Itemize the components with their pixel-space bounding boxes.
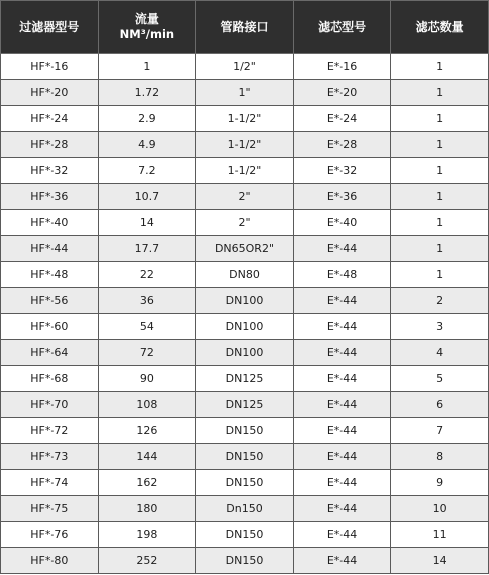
cell-model: HF*-80 xyxy=(1,548,99,574)
cell-flow: 198 xyxy=(98,522,196,548)
cell-connection: DN65OR2" xyxy=(196,236,294,262)
table-row xyxy=(1,366,489,392)
table-row xyxy=(1,288,489,314)
cell-connection: 2" xyxy=(196,210,294,236)
cell-flow: 36 xyxy=(98,288,196,314)
cell-element-count: 1 xyxy=(391,210,489,236)
cell-connection: 1-1/2" xyxy=(196,158,294,184)
table-row xyxy=(1,54,489,80)
cell-element-count: 14 xyxy=(391,548,489,574)
cell-element-model: E*-36 xyxy=(293,184,391,210)
cell-element-count: 6 xyxy=(391,392,489,418)
cell-connection: DN125 xyxy=(196,366,294,392)
cell-model: HF*-20 xyxy=(1,80,99,106)
cell-element-model: E*-16 xyxy=(293,54,391,80)
cell-model: HF*-74 xyxy=(1,470,99,496)
header-flow-unit: NM³/min xyxy=(119,27,175,41)
cell-connection: DN150 xyxy=(196,522,294,548)
table-row xyxy=(1,340,489,366)
cell-flow: 22 xyxy=(98,262,196,288)
cell-flow: 7.2 xyxy=(98,158,196,184)
cell-connection: DN125 xyxy=(196,392,294,418)
table-row xyxy=(1,262,489,288)
table-row xyxy=(1,470,489,496)
cell-flow: 10.7 xyxy=(98,184,196,210)
table-row xyxy=(1,444,489,470)
cell-flow: 14 xyxy=(98,210,196,236)
cell-element-model: E*-44 xyxy=(293,236,391,262)
cell-element-count: 9 xyxy=(391,470,489,496)
cell-model: HF*-36 xyxy=(1,184,99,210)
cell-connection: 1" xyxy=(196,80,294,106)
cell-flow: 108 xyxy=(98,392,196,418)
cell-element-model: E*-44 xyxy=(293,340,391,366)
cell-element-count: 4 xyxy=(391,340,489,366)
table-row xyxy=(1,106,489,132)
cell-element-model: E*-44 xyxy=(293,496,391,522)
cell-element-model: E*-32 xyxy=(293,158,391,184)
header-flow xyxy=(98,1,196,54)
table-row xyxy=(1,392,489,418)
cell-element-count: 1 xyxy=(391,158,489,184)
cell-element-model: E*-28 xyxy=(293,132,391,158)
cell-element-model: E*-44 xyxy=(293,548,391,574)
cell-connection: 1/2" xyxy=(196,54,294,80)
cell-element-count: 1 xyxy=(391,262,489,288)
table-row xyxy=(1,548,489,574)
header-flow-label: 流量 xyxy=(134,12,159,26)
cell-model: HF*-75 xyxy=(1,496,99,522)
table-row xyxy=(1,314,489,340)
table-row xyxy=(1,522,489,548)
header-element-count: 滤芯数量 xyxy=(391,1,489,54)
cell-element-count: 11 xyxy=(391,522,489,548)
cell-flow: 72 xyxy=(98,340,196,366)
cell-model: HF*-48 xyxy=(1,262,99,288)
cell-flow: 17.7 xyxy=(98,236,196,262)
cell-model: HF*-72 xyxy=(1,418,99,444)
cell-connection: 2" xyxy=(196,184,294,210)
cell-model: HF*-16 xyxy=(1,54,99,80)
header-element-model: 滤芯型号 xyxy=(293,1,391,54)
cell-connection: DN100 xyxy=(196,340,294,366)
cell-element-model: E*-48 xyxy=(293,262,391,288)
cell-element-count: 10 xyxy=(391,496,489,522)
cell-model: HF*-40 xyxy=(1,210,99,236)
cell-element-count: 1 xyxy=(391,132,489,158)
cell-flow: 180 xyxy=(98,496,196,522)
table-body xyxy=(1,54,489,574)
header-connection: 管路接口 xyxy=(196,1,294,54)
cell-model: HF*-56 xyxy=(1,288,99,314)
cell-element-count: 1 xyxy=(391,80,489,106)
table-row xyxy=(1,132,489,158)
cell-element-model: E*-44 xyxy=(293,288,391,314)
cell-element-count: 2 xyxy=(391,288,489,314)
cell-flow: 252 xyxy=(98,548,196,574)
cell-element-count: 8 xyxy=(391,444,489,470)
table-row xyxy=(1,496,489,522)
cell-element-count: 1 xyxy=(391,236,489,262)
cell-element-model: E*-44 xyxy=(293,366,391,392)
table-row xyxy=(1,158,489,184)
cell-element-model: E*-44 xyxy=(293,444,391,470)
cell-model: HF*-76 xyxy=(1,522,99,548)
cell-element-count: 7 xyxy=(391,418,489,444)
cell-flow: 90 xyxy=(98,366,196,392)
table-row xyxy=(1,236,489,262)
cell-element-model: E*-20 xyxy=(293,80,391,106)
cell-element-count: 5 xyxy=(391,366,489,392)
cell-element-model: E*-44 xyxy=(293,392,391,418)
cell-element-count: 1 xyxy=(391,54,489,80)
cell-connection: 1-1/2" xyxy=(196,132,294,158)
cell-model: HF*-24 xyxy=(1,106,99,132)
cell-connection: DN150 xyxy=(196,418,294,444)
cell-connection: DN100 xyxy=(196,288,294,314)
cell-element-model: E*-44 xyxy=(293,470,391,496)
cell-connection: DN150 xyxy=(196,548,294,574)
table-row xyxy=(1,418,489,444)
cell-element-model: E*-24 xyxy=(293,106,391,132)
header-row xyxy=(1,1,489,54)
cell-flow: 54 xyxy=(98,314,196,340)
table-row xyxy=(1,184,489,210)
cell-flow: 126 xyxy=(98,418,196,444)
cell-model: HF*-68 xyxy=(1,366,99,392)
cell-flow: 1.72 xyxy=(98,80,196,106)
cell-model: HF*-28 xyxy=(1,132,99,158)
cell-model: HF*-32 xyxy=(1,158,99,184)
cell-model: HF*-64 xyxy=(1,340,99,366)
cell-connection: DN100 xyxy=(196,314,294,340)
cell-element-model: E*-44 xyxy=(293,418,391,444)
cell-flow: 144 xyxy=(98,444,196,470)
header-model: 过滤器型号 xyxy=(1,1,99,54)
cell-connection: DN80 xyxy=(196,262,294,288)
cell-model: HF*-44 xyxy=(1,236,99,262)
cell-model: HF*-70 xyxy=(1,392,99,418)
cell-flow: 162 xyxy=(98,470,196,496)
cell-model: HF*-73 xyxy=(1,444,99,470)
cell-connection: Dn150 xyxy=(196,496,294,522)
table-header xyxy=(1,1,489,54)
cell-element-count: 1 xyxy=(391,184,489,210)
cell-element-model: E*-44 xyxy=(293,314,391,340)
table-row xyxy=(1,210,489,236)
cell-element-count: 3 xyxy=(391,314,489,340)
cell-element-model: E*-44 xyxy=(293,522,391,548)
cell-flow: 1 xyxy=(98,54,196,80)
cell-connection: 1-1/2" xyxy=(196,106,294,132)
cell-flow: 2.9 xyxy=(98,106,196,132)
cell-flow: 4.9 xyxy=(98,132,196,158)
cell-connection: DN150 xyxy=(196,444,294,470)
cell-model: HF*-60 xyxy=(1,314,99,340)
table-row xyxy=(1,80,489,106)
cell-element-count: 1 xyxy=(391,106,489,132)
cell-element-model: E*-40 xyxy=(293,210,391,236)
cell-connection: DN150 xyxy=(196,470,294,496)
